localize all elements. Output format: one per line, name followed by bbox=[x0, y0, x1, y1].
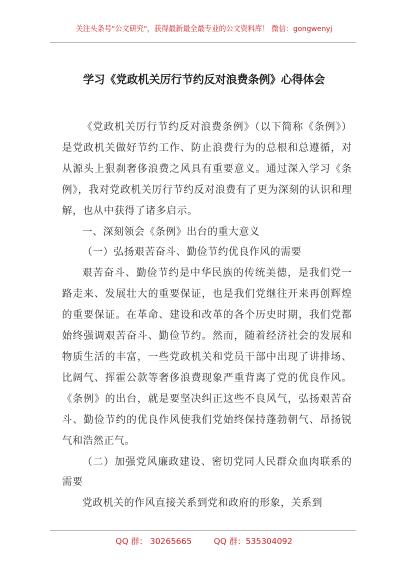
qq-group-2: QQ 群：535304092 bbox=[213, 536, 293, 546]
header-banner: 关注头条号"公文研究"，获得最新最全最专业的公文资料库！ 微信：gongwenyj bbox=[75, 24, 333, 33]
document-body bbox=[62, 118, 352, 515]
header-divider bbox=[50, 42, 356, 43]
intro-paragraph: 《党政机关厉行节约反对浪费条例》（以下简称《条例》）是党政机关做好节约工作、防止浪费行为的总根和总遵循，对从源头上狠刹奢侈浪费之风具有重要意义。通过深入学习《条例》，我对党政机关厉行节约反对浪费有了更为深刻的认识和理解，也从中获得了诸多启示。 bbox=[62, 122, 352, 217]
document-title: 学习《党政机关厉行节约反对浪费条例》心得体会 bbox=[83, 73, 325, 86]
subsection-heading: （二）加强党风廉政建设、密切党同人民群众血肉联系的需要 bbox=[62, 456, 352, 489]
section-heading: 一、深刻领会《条例》出台的重大意义 bbox=[82, 226, 260, 238]
footer-contacts bbox=[0, 536, 408, 547]
footer-divider bbox=[50, 530, 356, 531]
subsection-heading: （一）弘扬艰苦奋斗、勤俭节约优良作风的需要 bbox=[82, 247, 302, 259]
body-paragraph: 艰苦奋斗、勤俭节约是中华民族的传统美德，是我们党一路走来、发展壮大的重要保证，也是我们党继往开来再创辉煌的重要保证。在革命、建设和改革的各个历史时期，我们党都始终强调艰苦奋斗、勤俭节约。然而，随着经济社会的发展和物质生活的丰富，一些党政机关和党员干部中出现了讲排场、比阔气、挥霍公款等奢侈浪费现象严重背离了党的优良作风。《条例》的出台，就是要坚决纠正这些不良风气，弘扬艰苦奋斗、勤俭节约的优良作风使我们党始终保持蓬勃朝气、昂扬锐气和浩然正气。 bbox=[62, 268, 352, 447]
body-paragraph: 党政机关的作风直接关系到党和政府的形象，关系到 bbox=[82, 498, 323, 510]
qq-group-1: QQ 群： 30265665 bbox=[115, 536, 192, 546]
